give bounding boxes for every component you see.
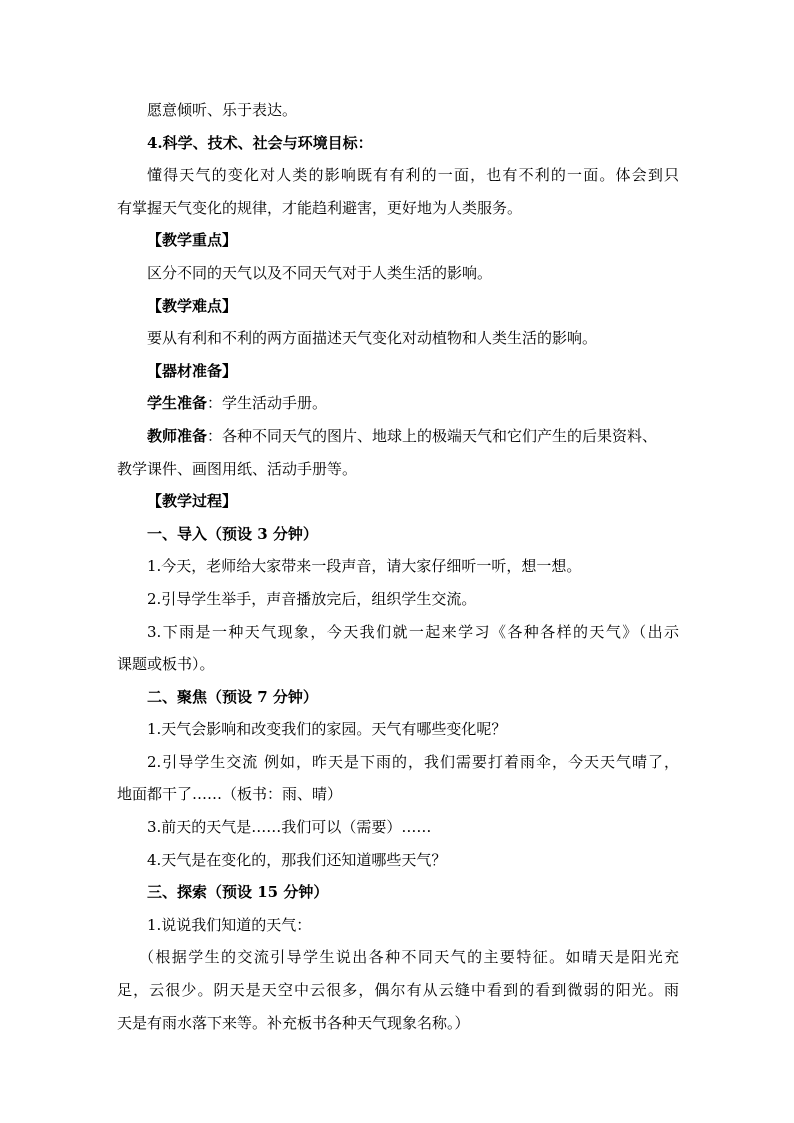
paragraph-line: 2.引导学生举手，声音播放完后，组织学生交流。 xyxy=(147,589,477,608)
section-heading: 一、导入（预设 3 分钟） xyxy=(147,524,318,543)
section-heading: 二、聚焦（预设 7 分钟） xyxy=(147,687,318,706)
paragraph-text: ：各种不同天气的图片、地球上的极端天气和它们产生的后果资料、 xyxy=(207,426,658,445)
paragraph-line: 愿意倾听、乐于表达。 xyxy=(147,101,298,119)
section-heading: 【教学难点】 xyxy=(147,296,238,315)
label-student-prep: 学生准备 xyxy=(147,394,208,413)
paragraph-line: 2.引导学生交流 例如，昨天是下雨的，我们需要打着雨伞，今天天气晴了， xyxy=(147,752,679,771)
paragraph-line: 懂得天气的变化对人类的影响既有有利的一面，也有不利的一面。体会到只 xyxy=(147,166,679,185)
paragraph-line: 足，云很少。阴天是天空中云很多，偶尔有从云缝中看到的看到微弱的阳光。雨 xyxy=(117,981,679,1000)
paragraph-line xyxy=(117,393,679,413)
paragraph-line: 区分不同的天气以及不同天气对于人类生活的影响。 xyxy=(147,263,493,282)
section-heading: 三、探索（预设 15 分钟） xyxy=(147,883,329,902)
paragraph-line: 地面都干了……（板书：雨、晴） xyxy=(117,785,343,804)
paragraph-line: 1.今天，老师给大家带来一段声音，请大家仔细听一听，想一想。 xyxy=(147,557,582,576)
paragraph-line xyxy=(117,426,679,446)
paragraph-line: 有掌握天气变化的规律，才能趋利避害，更好地为人类服务。 xyxy=(117,198,523,217)
document-page xyxy=(117,100,679,1045)
paragraph-line: 教学课件、画图用纸、活动手册等。 xyxy=(117,459,358,478)
paragraph-line: 3.下雨是一种天气现象，今天我们就一起来学习《各种各样的天气》（出示 xyxy=(147,622,679,641)
paragraph-line: 天是有雨水落下来等。补充板书各种天气现象名称。） xyxy=(117,1013,470,1032)
paragraph-line: （根据学生的交流引导学生说出各种不同天气的主要特征。如晴天是阳光充 xyxy=(139,948,679,967)
section-heading: 【教学重点】 xyxy=(147,231,238,250)
paragraph-line: 3.前天的天气是……我们可以（需要）…… xyxy=(147,818,432,837)
paragraph-text: ：学生活动手册。 xyxy=(207,394,328,413)
paragraph-line: 4.天气是在变化的，那我们还知道哪些天气？ xyxy=(147,850,447,869)
paragraph-line: 要从有利和不利的两方面描述天气变化对动植物和人类生活的影响。 xyxy=(147,329,598,348)
label-teacher-prep: 教师准备 xyxy=(147,426,208,445)
paragraph-line: 1.说说我们知道的天气： xyxy=(147,915,312,934)
paragraph-line: 1.天气会影响和改变我们的家园。天气有哪些变化呢？ xyxy=(147,720,507,739)
section-heading: 【教学过程】 xyxy=(147,492,238,511)
section-heading: 4.科学、技术、社会与环境目标： xyxy=(147,133,373,152)
paragraph-line: 课题或板书）。 xyxy=(117,655,215,674)
section-heading: 【器材准备】 xyxy=(147,361,238,380)
